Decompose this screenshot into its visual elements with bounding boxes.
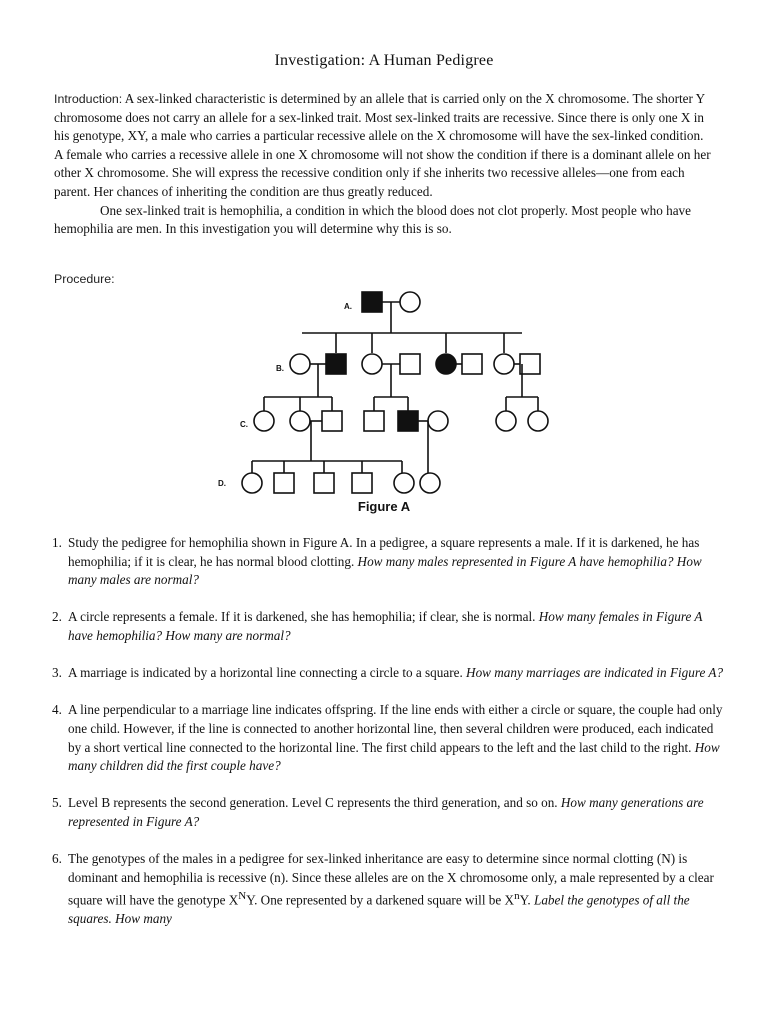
question-number: 6. [52, 851, 62, 867]
question-ask: How many generations are represented in Figure A? [68, 795, 704, 829]
figure-caption: Figure A [357, 499, 411, 514]
question-ask: How many females in Figure A have hemophilia? How many are normal? [68, 609, 703, 643]
pedigree-female [254, 411, 274, 431]
pedigree-male [274, 473, 294, 493]
question-text: A line perpendicular to a marriage line indicates offspring. If the line ends with either a circle or square, the couple had only one child. However, if the line is connected to another horizontal line, then several children were produced, each indicated by a short vertical line connected to the horizontal line. The first child appears to the left and the last child to the right. [68, 702, 723, 755]
question-text: Study the pedigree for hemophilia shown in Figure A. In a pedigree, a square represents a male. If it is darkened, he has hemophilia; if it is clear, he has normal blood clotting. [68, 535, 700, 569]
generation-label-c: C. [240, 420, 248, 429]
question-text: Level B represents the second generation. Level C represents the third generation, and so on. [68, 795, 558, 811]
pedigree-female [528, 411, 548, 431]
generation-label-b: B. [276, 364, 284, 373]
pedigree-female [290, 411, 310, 431]
question-ask: How many children did the first couple have? [68, 739, 720, 774]
pedigree-male [462, 354, 482, 374]
generation-label-d: D. [218, 479, 226, 488]
intro-lead: Introduction: [54, 92, 123, 106]
allele-superscript: N [238, 890, 247, 903]
procedure-label: Procedure: [54, 272, 115, 286]
pedigree-female [496, 411, 516, 431]
page-title: Investigation: A Human Pedigree [274, 52, 494, 69]
question-item [52, 664, 724, 683]
pedigree-female [400, 292, 420, 312]
pedigree-female [420, 473, 440, 493]
question-number: 4. [52, 702, 62, 718]
generation-label-a: A. [344, 302, 352, 311]
question-ask: How many males represented in Figure A have hemophilia? How many males are normal? [68, 553, 702, 588]
pedigree-male [314, 473, 334, 493]
question-text: Y. One represented by a darkened square will be X [246, 892, 515, 908]
question-text: A circle represents a female. If it is darkened, she has hemophilia; if clear, she is normal. [68, 609, 536, 625]
allele-superscript: n [514, 890, 520, 903]
question-list [52, 534, 724, 947]
question-number: 2. [52, 609, 62, 625]
question-ask: How many marriages are indicated in Figure A? [466, 665, 724, 681]
question-item [52, 534, 724, 590]
pedigree-male [520, 354, 540, 374]
question-ask: Label the genotypes of all the squares. How many [68, 892, 690, 927]
question-text: The genotypes of the males in a pedigree for sex-linked inheritance are easy to determine since normal clotting (N) is dominant and hemophilia is recessive (n). Since these alleles are on the X chromosome only, a male represented by a clear square will have the genotype X [68, 851, 714, 908]
pedigree-figure [212, 283, 568, 499]
pedigree-male [322, 411, 342, 431]
question-item [52, 794, 724, 831]
pedigree-female [290, 354, 310, 374]
question-text: Y. [519, 892, 531, 908]
pedigree-male [364, 411, 384, 431]
question-number: 1. [52, 535, 62, 550]
question-number: 5. [52, 795, 62, 811]
pedigree-male-affected [326, 354, 346, 374]
question-text: A marriage is indicated by a horizontal line connecting a circle to a square. [68, 665, 463, 681]
pedigree-male [400, 354, 420, 374]
pedigree-female [242, 473, 262, 493]
introduction [54, 90, 714, 239]
question-item [52, 850, 724, 929]
pedigree-female-affected [436, 354, 456, 374]
question-item [52, 608, 724, 645]
pedigree-female [394, 473, 414, 493]
pedigree-female [494, 354, 514, 374]
pedigree-female [428, 411, 448, 431]
question-item [52, 701, 724, 775]
pedigree-female [362, 354, 382, 374]
pedigree-male [352, 473, 372, 493]
question-number: 3. [52, 665, 62, 681]
intro-paragraph-2: One sex-linked trait is hemophilia, a condition in which the blood does not clot properly. Most people who have hemophilia are men. In this investigation you will determine why this is so. [54, 202, 691, 237]
pedigree-male-affected [398, 411, 418, 431]
intro-paragraph-1: A sex-linked characteristic is determined by an allele that is carried only on the X chromosome. The shorter Y chromosome does not carry an allele for a sex-linked trait. Most sex-linked traits are recessive. Since there is only one X in his genotype, XY, a male who carries a particular recessive allele on the X chromosome will have the sex-linked condition. A female who carries a recessive allele in one X chromosome will not show the condition if there is a dominant allele on her other X chromosome. She will express the recessive condition only if she inherits two recessive alleles—one from each parent. Her chances of inheriting the condition are thus greatly reduced. [54, 91, 711, 199]
pedigree-male-affected [362, 292, 382, 312]
